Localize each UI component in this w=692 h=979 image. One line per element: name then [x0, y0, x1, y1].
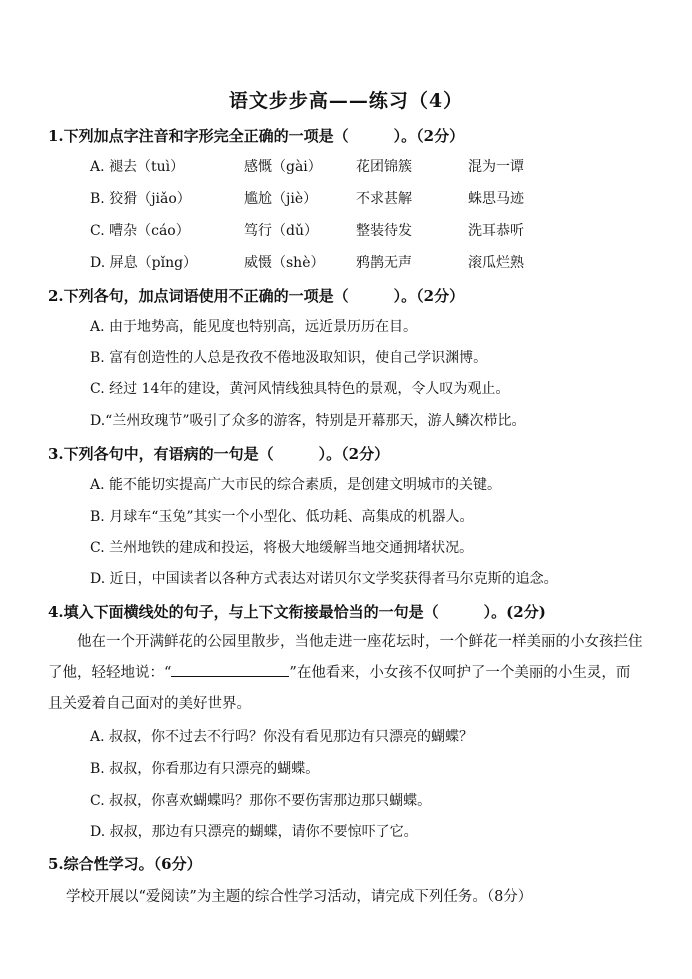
q2-option-a: A. 由于地势高，能见度也特别高，远近景历历在目。 [90, 319, 418, 335]
q1-c-4: 洗耳恭听 [468, 223, 524, 239]
q4-passage [48, 627, 644, 720]
question-4-stem: 4.填入下面横线处的句子，与上下文衔接最恰当的一句是（ ）。(2分) [48, 603, 546, 621]
q1-c-1: C. 嘈杂（cáo） [90, 223, 190, 239]
question-3-stem: 3.下列各句中，有语病的一句是（ ）。（2分） [48, 445, 390, 463]
q1-a-4: 混为一谭 [468, 159, 524, 175]
question-1-stem: 1.下列加点字注音和字形完全正确的一项是（ ）。（2分） [48, 127, 465, 145]
q3-option-c: C. 兰州地铁的建成和投运，将极大地缓解当地交通拥堵状况。 [90, 540, 474, 556]
q4-option-d: D. 叔叔，那边有只漂亮的蝴蝶，请你不要惊吓了它。 [90, 824, 418, 840]
q2-option-c: C. 经过 14年的建设，黄河风情线独具特色的景观，令人叹为观止。 [90, 381, 510, 397]
q1-d-3: 鸦鹊无声 [356, 255, 412, 271]
q3-option-b: B. 月球车“玉兔”其实一个小型化、低功耗、高集成的机器人。 [90, 509, 474, 525]
q4-passage-part1: 他在一个开满鲜花的公园里散步，当他走进一座花坛时，一个鲜花一样美丽的小女孩拦住了他，轻轻地说：“ [48, 634, 643, 681]
q4-option-c: C. 叔叔，你喜欢蝴蝶吗？那你不要伤害那边那只蝴蝶。 [90, 793, 432, 809]
q1-a-3: 花团锦簇 [356, 159, 412, 175]
q3-option-d: D. 近日，中国读者以各种方式表达对诺贝尔文学奖获得者马尔克斯的追念。 [90, 571, 558, 587]
q2-option-b: B. 富有创造性的人总是孜孜不倦地汲取知识，使自己学识渊博。 [90, 350, 488, 366]
q1-c-3: 整装待发 [356, 223, 412, 239]
q1-option-b [90, 188, 610, 208]
q2-option-d: D.“兰州玫瑰节”吸引了众多的游客，特别是开幕那天，游人鳞次栉比。 [90, 413, 526, 429]
q1-c-2: 笃行（dǔ） [244, 223, 318, 239]
fill-in-blank [171, 662, 289, 677]
q1-b-3: 不求甚解 [356, 191, 412, 207]
q1-d-2: 威慑（shè） [244, 255, 325, 271]
q1-d-1: D. 屏息（pǐng） [90, 255, 198, 271]
question-5-stem: 5.综合性学习。（6分） [48, 855, 202, 873]
q1-a-1: A. 褪去（tuì） [90, 159, 185, 175]
q4-passage-part2: ”在他看来，小女孩不仅呵护了一个美丽的小生灵，而且关爱着自己面对的美好世界。 [48, 665, 631, 712]
q1-option-d [90, 252, 610, 272]
page-title: 语文步步高——练习（4） [228, 90, 464, 112]
q5-instruction: 学校开展以“爱阅读”为主题的综合性学习活动，请完成下列任务。（8分） [66, 889, 533, 905]
question-2-stem: 2.下列各句，加点词语使用不正确的一项是（ ）。（2分） [48, 287, 465, 305]
q1-a-2: 感慨（gài） [244, 159, 322, 175]
q1-b-4: 蛛思马迹 [468, 191, 524, 207]
q1-b-2: 尴尬（jiè） [244, 191, 318, 207]
q1-option-a [90, 156, 610, 176]
q4-option-b: B. 叔叔，你看那边有只漂亮的蝴蝶。 [90, 761, 320, 777]
q1-b-1: B. 狡猾（jiǎo） [90, 191, 191, 207]
q1-option-c [90, 220, 610, 240]
q4-option-a: A. 叔叔，你不过去不行吗？你没有看见那边有只漂亮的蝴蝶？ [90, 729, 474, 745]
q1-d-4: 滚瓜烂熟 [468, 255, 524, 271]
q3-option-a: A. 能不能切实提高广大市民的综合素质，是创建文明城市的关键。 [90, 477, 502, 493]
